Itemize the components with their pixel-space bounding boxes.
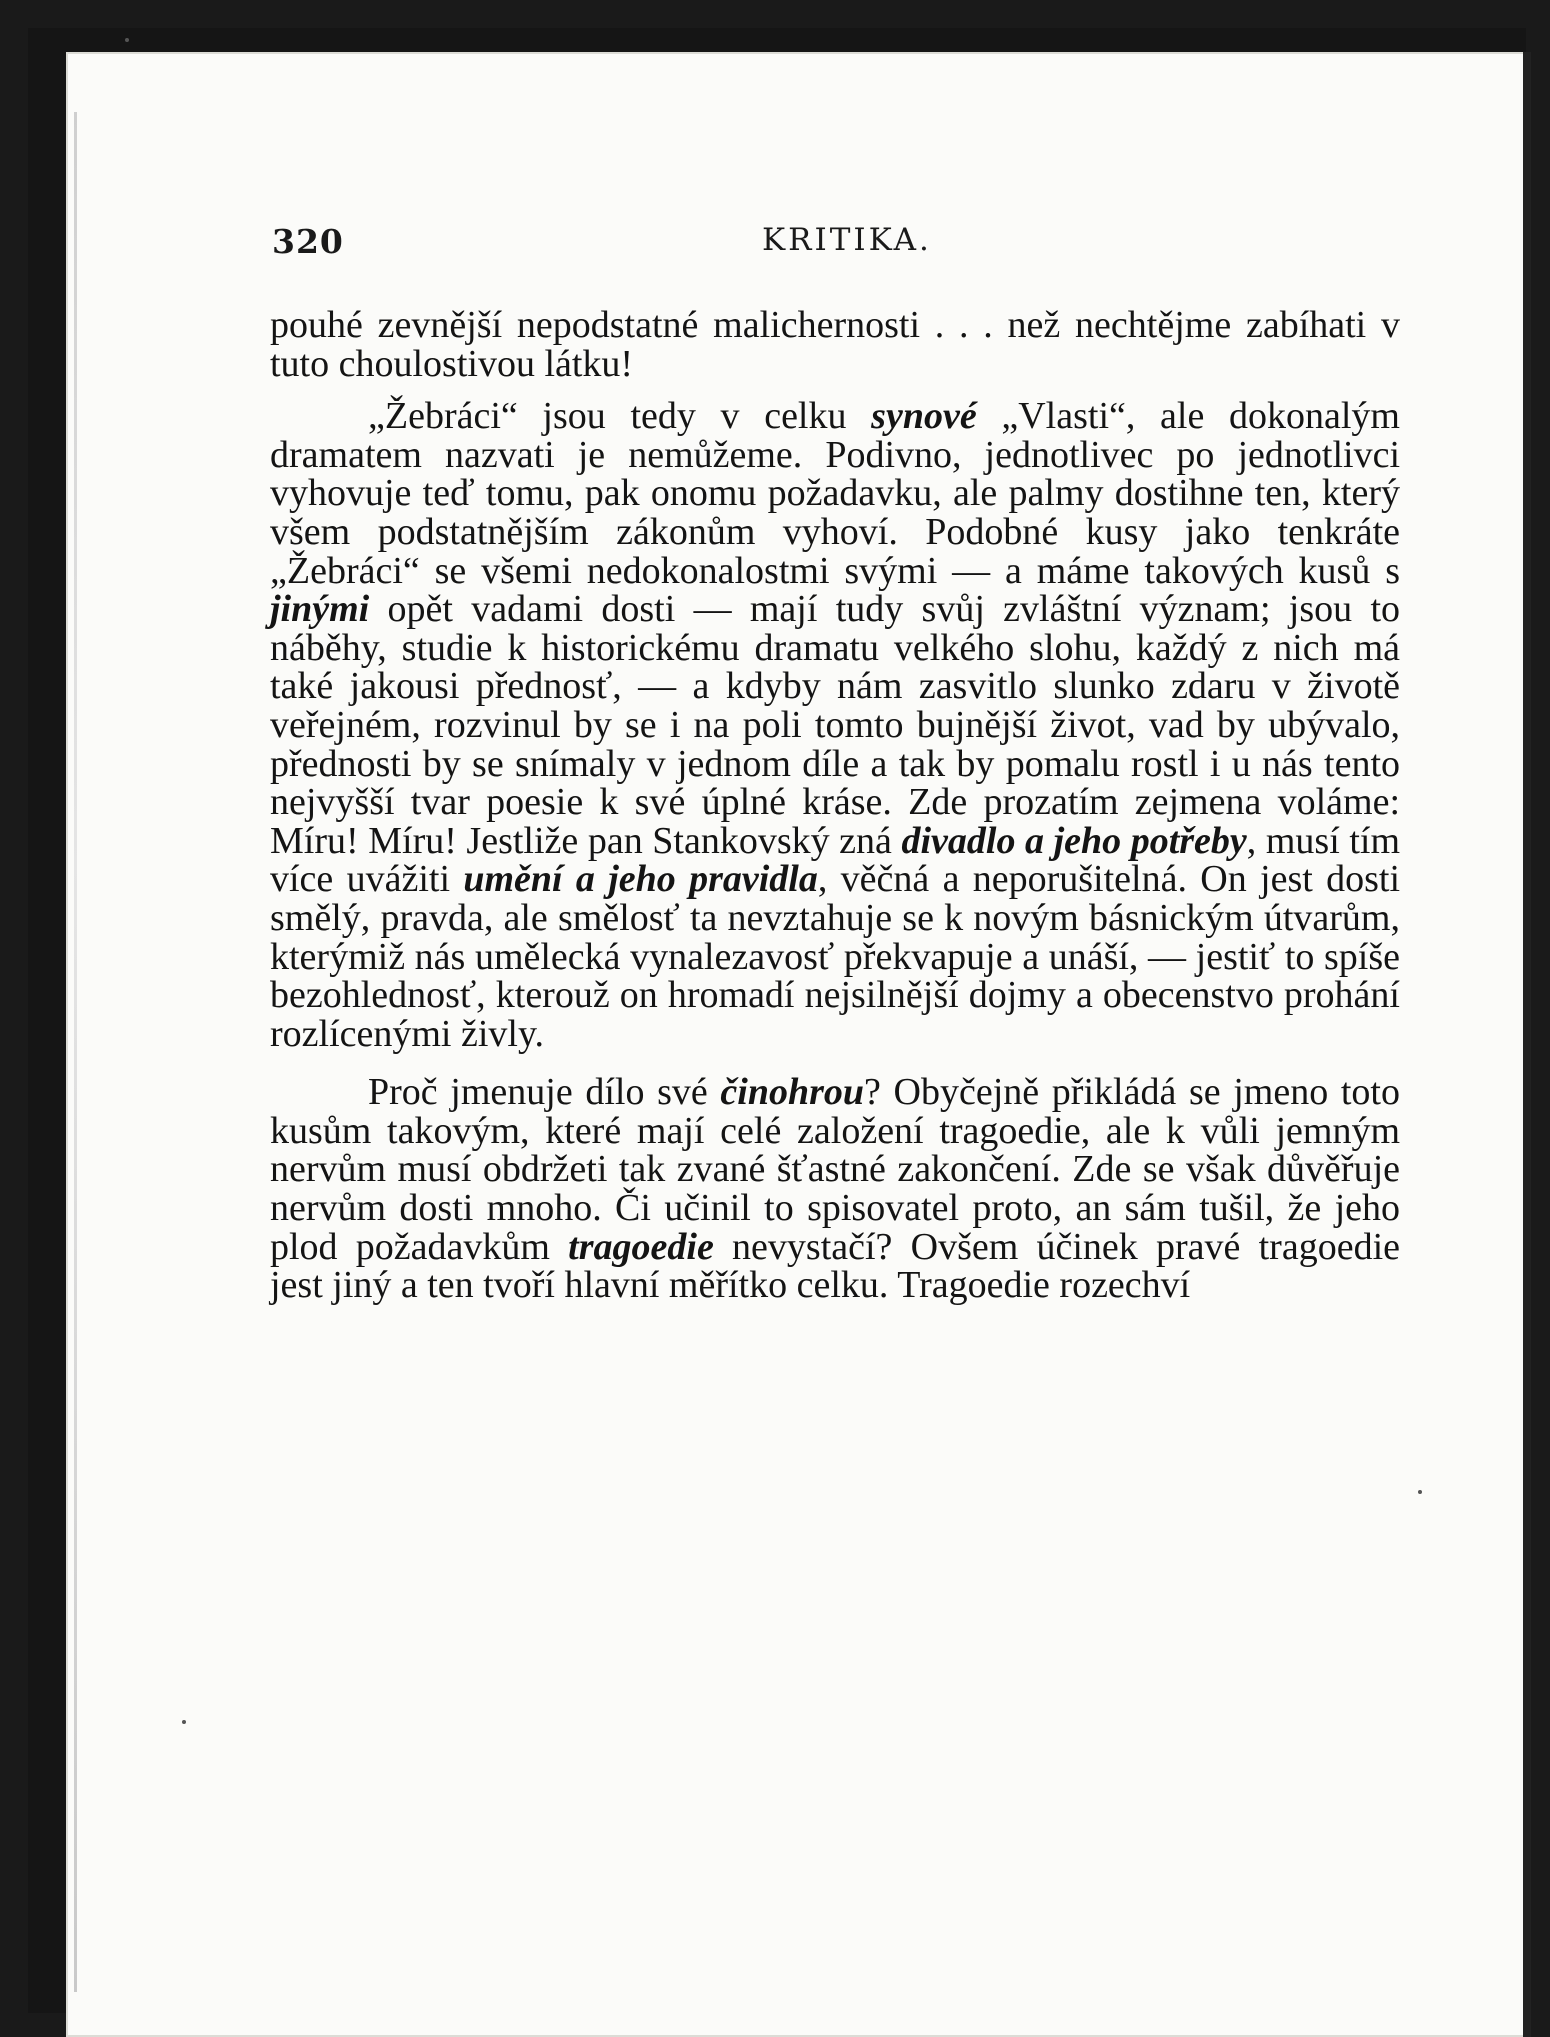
page-right-edge [1523, 52, 1531, 2037]
text-run: ? Obyčejně přikládá se jmeno toto kusům takovým, které mají celé založení tragoedie, ale k vůli jemným nervům musí obdržeti tak zvané šťastné zakončení. Zde se však důvěřuje nervům dosti mnoho. Či učinil to spisovatel proto, an sám tušil, že jeho plod požadavkům [270, 1071, 1400, 1268]
emphasis-text: umění a jeho pravidla [463, 858, 818, 901]
emphasis-text: tragoedie [568, 1225, 714, 1268]
text-run: „Vlasti“, ale dokonalým dramatem nazvati je nemůžeme. Podivno, jednotlivec po jednotlivci vyhovuje teď tomu, pak onomu požadavku, ale palmy dostihne ten, který všem podstatnějším zákonům vyhoví. Podobné kusy jako tenkráte „Žebráci“ se všemi nedokonalostmi svými — a máme takových kusů s [270, 395, 1400, 592]
text-run: , musí tím více uvážiti [270, 819, 1400, 901]
page-header [272, 222, 1412, 272]
text-run: pouhé zevnější nepodstatné malichernosti . . . než nechtějme zabíhati v tuto choulostivou látku! [270, 304, 1400, 385]
text-run: opět vadami dosti — mají tudy svůj zvláštní význam; jsou to náběhy, studie k historickému dramatu velkého slohu, každý z nich má také jakousi přednosť, — a kdyby nám zasvitlo slunko zdaru v životě veřejném, rozvinul by se i na poli tomto bujnější život, vad by ubývalo, přednosti by se snímaly v jednom díle a tak by pomalu rostl i u nás tento nejvyšší tvar poesie k své úplné kráse. Zde prozatím zejmena voláme: Míru! Míru! Jestliže pan Stankovský zná [270, 588, 1400, 862]
paragraph-1 [270, 306, 1400, 383]
running-title: KRITIKA. [762, 222, 932, 258]
body-text [270, 306, 1400, 1305]
text-run: „Žebráci“ jsou tedy v celku [368, 395, 872, 438]
paragraph-2 [270, 397, 1400, 1053]
paragraph-3 [270, 1073, 1400, 1305]
emphasis-text: činohrou [720, 1071, 865, 1114]
emphasis-text: jinými [270, 588, 370, 631]
page-binding-edge [74, 112, 77, 1992]
emphasis-text: synové [871, 395, 977, 438]
text-run: , věčná a neporušitelná. On jest dosti smělý, pravda, ale smělosť ta nevztahuje se k novým básnickým útvarům, kterýmiž nás umělecká vynalezavosť překvapuje a unáší, — jestiť to spíše bezohlednosť, kterouž on hromadí nejsilnější dojmy a obecenstvo prohání rozlícenými živly. [270, 858, 1401, 1055]
page-number: 320 [272, 222, 344, 261]
text-run: nevystačí? Ovšem účinek pravé tragoedie jest jiný a ten tvoří hlavní měřítko celku. Tragoedie rozechví [270, 1225, 1400, 1307]
text-run: Proč jmenuje dílo své [368, 1071, 721, 1114]
emphasis-text: divadlo a jeho potřeby [901, 819, 1247, 862]
